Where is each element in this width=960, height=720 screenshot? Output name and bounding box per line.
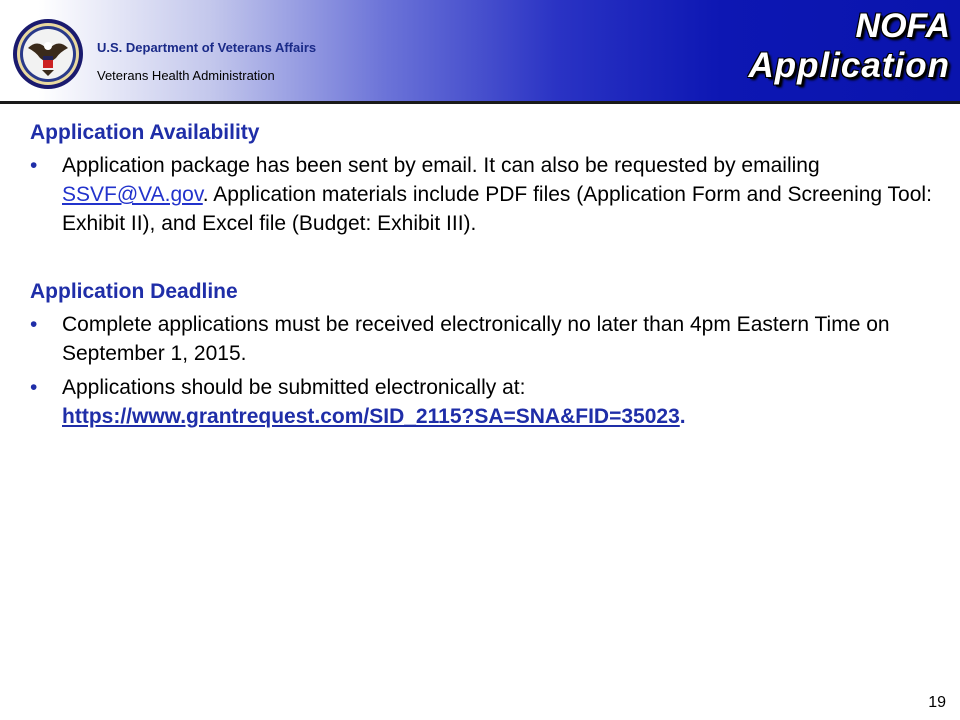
bullet-text: Application package has been sent by email. It can also be requested by emailing	[62, 154, 820, 177]
bullet-item	[30, 373, 935, 431]
bullet-dot: •	[30, 154, 38, 177]
bullet-text: Applications should be submitted electronically at:	[62, 376, 526, 399]
title-line-2: Application	[748, 46, 950, 85]
title-line-1: NOFA	[855, 7, 950, 45]
bullet-period: .	[679, 405, 686, 428]
admin-name: Veterans Health Administration	[97, 68, 275, 83]
bullet-dot: •	[30, 376, 38, 399]
bullet-item	[30, 151, 935, 238]
bullet-dot: •	[30, 313, 38, 336]
va-seal-icon	[12, 18, 84, 90]
section-spacer	[30, 243, 935, 277]
slide-body	[30, 118, 935, 436]
page-number: 19	[928, 694, 946, 711]
section-heading-deadline: Application Deadline	[30, 280, 238, 303]
slide-title	[748, 6, 950, 86]
email-link[interactable]: SSVF@VA.gov	[62, 183, 203, 206]
bullet-text: Complete applications must be received electronically no later than 4pm Eastern Time on September 1, 2015.	[62, 313, 890, 365]
grant-url-link[interactable]: https://www.grantrequest.com/SID_2115?SA=SNA&FID=35023	[62, 405, 680, 428]
org-name: U.S. Department of Veterans Affairs	[97, 40, 317, 55]
bullet-item	[30, 310, 935, 368]
slide-header	[0, 0, 960, 104]
section-heading-availability: Application Availability	[30, 121, 260, 144]
bullet-text-continued: . Application materials include PDF files (Application Form and Screening Tool: Exhibit II), and Excel file (Budget: Exhibit III).	[62, 183, 932, 235]
